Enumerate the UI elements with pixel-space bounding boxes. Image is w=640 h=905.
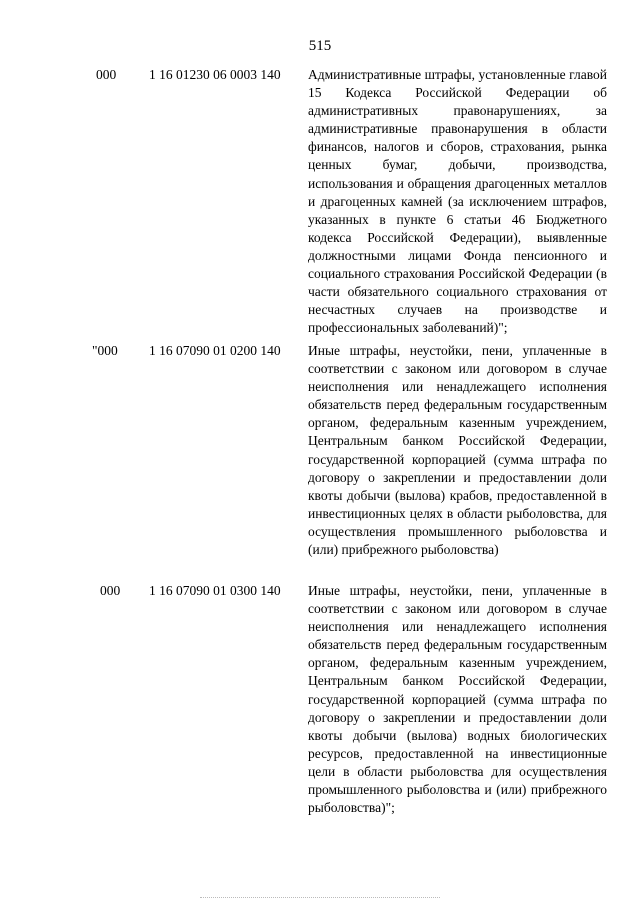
admin-code: 000: [100, 583, 121, 598]
revenue-description: Административные штрафы, установленные главой 15 Кодекса Российской Федерации об административных правонарушениях, за административные правонарушения в области финансов, налогов и сборов, страхования, рынка ценных бумаг, добычи, производства, использования и обращения драгоценных металлов и драгоценных камней (за исключением штрафов, указанных в пункте 6 статьи 46 Бюджетного кодекса Российской Федерации), выявленные должностными лицами Фонда пенсионного и социального страхования Российской Федерации (в части обязательного социального страхования от несчастных случаев на производстве и профессиональных заболеваний)";: [308, 67, 607, 336]
scan-edge-mark: [200, 897, 440, 898]
admin-code: 000: [96, 67, 117, 82]
admin-code: "000: [92, 343, 118, 358]
revenue-description: Иные штрафы, неустойки, пени, уплаченные в соответствии с законом или договором в случае неисполнения или ненадлежащего исполнения обязательств перед федеральным государственным органом, федеральным казенным учреждением, Центральным банком Российской Федерации, государственной корпорацией (сумма штрафа по договору о закреплении и предоставлении доли квоты добычи (вылова) крабов, предоставленной в инвестиционных целях в области рыболовства, для осуществления промышленного рыболовства и (или) прибрежного рыболовства): [308, 343, 607, 558]
page-number: 515: [308, 38, 332, 54]
budget-classification-code: 1 16 07090 01 0200 140: [149, 343, 281, 358]
revenue-description: Иные штрафы, неустойки, пени, уплаченные в соответствии с законом или договором в случае неисполнения или ненадлежащего исполнения обязательств перед федеральным государственным органом, федеральным казенным учреждением, Центральным банком Российской Федерации, государственной корпорацией (сумма штрафа по договору о закреплении и предоставлении доли квоты добычи (вылова) водных биологических ресурсов, предоставленной на инвестиционные цели в области рыболовства для осуществления промышленного рыболовства и (или) прибрежного рыболовства)";: [308, 583, 607, 816]
budget-classification-code: 1 16 01230 06 0003 140: [149, 67, 281, 82]
budget-classification-code: 1 16 07090 01 0300 140: [149, 583, 281, 598]
